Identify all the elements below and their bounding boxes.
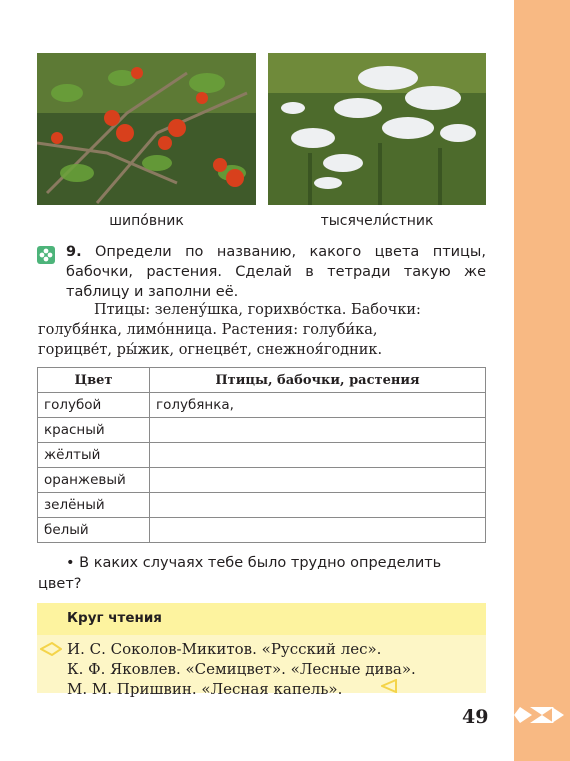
question-line: В каких случаях тебе было трудно определить: [79, 555, 442, 571]
photo-caption-rosehip: шипо́вник: [109, 213, 184, 229]
table-row: [38, 468, 486, 493]
reading-list-item: И. С. Соколов-Микитов. «Русский лес».: [67, 640, 382, 658]
page-side-band: [514, 0, 570, 761]
rosehip-photo: [37, 53, 256, 205]
table-header-row: [38, 368, 486, 393]
word-list-line: Птицы: зелену́шка, горихво́стка. Бабочки:: [94, 302, 421, 318]
yarrow-photo: [268, 53, 486, 205]
word-list: [38, 300, 486, 360]
table-row: [38, 518, 486, 543]
table-header-color: Цвет: [38, 368, 150, 393]
photo-caption-yarrow: тысячели́стник: [320, 213, 434, 229]
ornament-triangles: [514, 0, 570, 761]
question-bullet: •: [66, 555, 75, 571]
table-row: [38, 393, 486, 418]
table-cell: [150, 493, 486, 518]
word-list-line: горицве́т, ры́жик, огнецве́т, снежноя́годник.: [38, 342, 383, 358]
table-cell: голубянка,: [150, 393, 486, 418]
question-text: [38, 553, 486, 595]
page-number: 49: [462, 706, 489, 728]
table-row: [38, 493, 486, 518]
table-cell: красный: [38, 418, 150, 443]
table-cell: зелёный: [38, 493, 150, 518]
color-table: [37, 367, 486, 543]
reading-list-title: Круг чтения: [67, 610, 162, 626]
table-cell: [150, 418, 486, 443]
reading-list-item: М. М. Пришвин. «Лесная капель».: [67, 680, 343, 698]
table-cell: [150, 518, 486, 543]
task-text: [66, 242, 486, 302]
reading-list-item: К. Ф. Яковлев. «Семицвет». «Лесные дива».: [67, 660, 416, 678]
table-header-items: Птицы, бабочки, растения: [150, 368, 486, 393]
table-row: [38, 418, 486, 443]
reading-list: [67, 639, 416, 699]
task-number: 9.: [66, 244, 82, 260]
table-cell: [150, 468, 486, 493]
table-row: [38, 443, 486, 468]
arrow-right-icon: [40, 642, 62, 656]
table-cell: жёлтый: [38, 443, 150, 468]
question-line: цвет?: [38, 576, 82, 592]
table-cell: [150, 443, 486, 468]
arrow-left-icon: [381, 679, 397, 693]
task-instruction: Определи по названию, какого цвета птицы, бабочки, растения. Сделай в тетради такую же таблицу и заполни её.: [66, 244, 486, 300]
table-cell: белый: [38, 518, 150, 543]
table-cell: голубой: [38, 393, 150, 418]
task-creative-icon: [37, 246, 55, 264]
word-list-line: голубя́нка, лимо́нница. Растения: голуби́ка,: [38, 322, 378, 338]
table-cell: оранжевый: [38, 468, 150, 493]
